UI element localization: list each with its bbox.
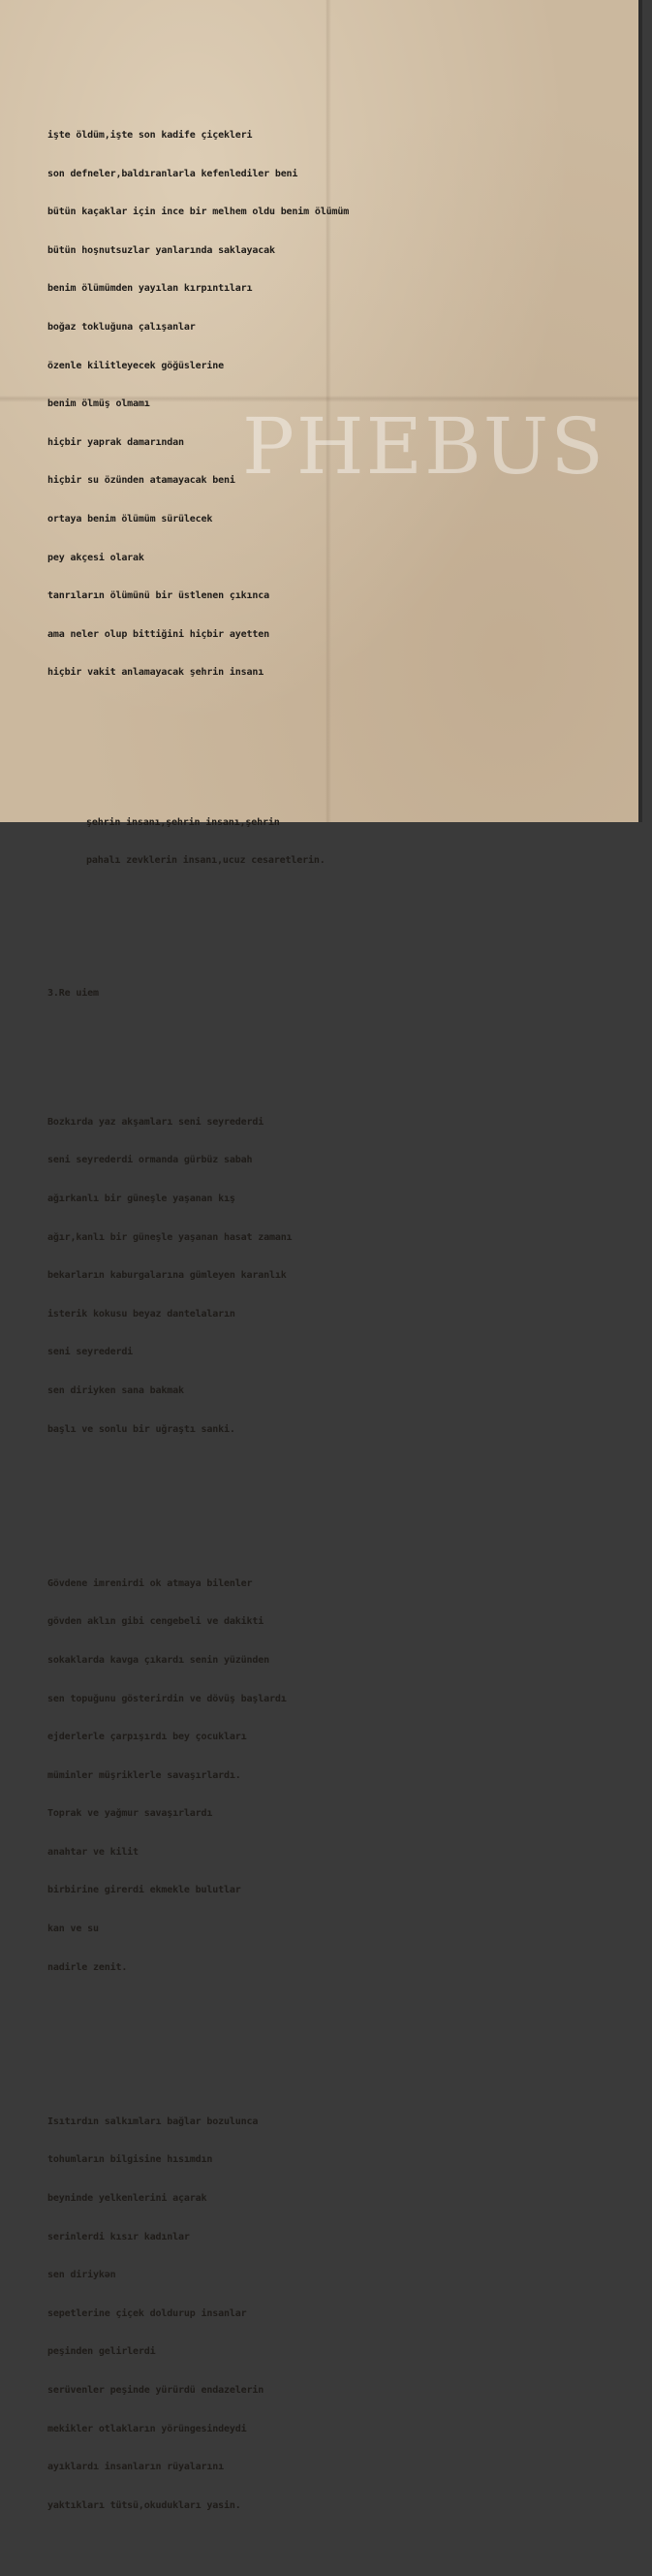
refrain-line: pahalı zevklerin insanı,ucuz cesaretlerin.: [86, 855, 326, 867]
poem-line: seni seyrederdi ormanda gürbüz sabah: [47, 1155, 253, 1166]
poem-line: Toprak ve yağmur savaşırlardı: [47, 1808, 213, 1820]
poem-line: sen topuğunu gösterirdin ve dövüş başlardı: [47, 1693, 287, 1704]
poem-line: başlı ve sonlu bir uğraştı sanki.: [47, 1423, 235, 1435]
poem-line: bekarların kaburgalarına gümleyen karanlık: [47, 1270, 287, 1282]
poem-line: peşinden gelirlerdi: [47, 2346, 156, 2358]
poem-line: sokaklarda kavga çıkardı senin yüzünden: [47, 1654, 269, 1666]
poem-line: nadirle zenit.: [47, 1961, 128, 1973]
poem-line: hiçbir vakit anlamayacak şehrin insanı: [47, 667, 264, 679]
poem-line: benim ölmüş olmamı: [47, 398, 150, 410]
poem-line: isterik kokusu beyaz dantelaların: [47, 1308, 235, 1320]
poem-line: son defneler,baldıranlarla kefenlediler beni: [47, 168, 298, 179]
poem-line: ayıklardı insanların rüyalarını: [47, 2462, 224, 2473]
refrain-line: şehrin insanı,şehrin insanı,şehrin: [86, 816, 280, 828]
stanza-1: [47, 104, 474, 705]
poem-line: Bozkırda yaz akşamları seni seyrederdi: [47, 1116, 264, 1128]
poem-line: ağır,kanlı bir güneşle yaşanan hasat zamanı: [47, 1231, 293, 1243]
poem-line: ortaya benim ölümüm sürülecek: [47, 513, 213, 525]
poem-line: benim ölümümden yayılan kırpıntıları: [47, 283, 253, 295]
poem-line: anahtar ve kilit: [47, 1846, 139, 1858]
poem-line: ama neler olup bittiğini hiçbir ayetten: [47, 628, 269, 640]
poem-line: özenle kilitleyecek göğüslerine: [47, 360, 224, 371]
poem-line: kan ve su: [47, 1924, 99, 1935]
poem-line: serinlerdi kısır kadınlar: [47, 2231, 190, 2242]
poem-line: Gövdene imrenirdi ok atmaya bilenler: [47, 1577, 253, 1589]
refrain: [47, 790, 474, 893]
poem-line: ejderlerle çarpışırdı bey çocukları: [47, 1732, 247, 1743]
poem-line: mekikler otlakların yörüngesindeydi: [47, 2423, 247, 2434]
poem-line: sepetlerine çiçek doldurup insanlar: [47, 2307, 247, 2319]
poem-line: yaktıkları tütsü,okudukları yasin.: [47, 2499, 241, 2511]
poem-line: hiçbir yaprak damarından: [47, 436, 184, 448]
poem-line: tohumların bilgisine hısımdın: [47, 2154, 213, 2166]
poem-line: seni seyrederdi: [47, 1347, 134, 1358]
poem-line: müminler müşriklerle savaşırlardı.: [47, 1769, 241, 1781]
poem-body: [47, 65, 474, 2576]
poem-line: ağırkanlı bir güneşle yaşanan kış: [47, 1193, 235, 1204]
poem-line: Isıtırdın salkımları bağlar bozulunca: [47, 2115, 259, 2127]
stanza-3: [47, 1551, 474, 1999]
poem-line: boğaz tokluğuna çalışanlar: [47, 321, 196, 333]
poem-line: pey akçesi olarak: [47, 552, 144, 563]
stanza-4: [47, 2089, 474, 2537]
section-heading: 3.Re uiem: [47, 987, 99, 999]
poem-line: birbirine girerdi ekmekle bulutlar: [47, 1885, 241, 1896]
stanza-2: [47, 1090, 474, 1461]
poem-line: sen diriyken sana bakmak: [47, 1384, 184, 1396]
poem-line: bütün kaçaklar için ince bir melhem oldu benim ölümüm: [47, 207, 350, 218]
poem-line: bütün hoşnutsuzlar yanlarında saklayacak: [47, 244, 275, 256]
poem-line: işte öldüm,işte son kadife çiçekleri: [47, 130, 253, 142]
poem-line: tanrıların ölümünü bir üstlenen çıkınca: [47, 590, 269, 602]
watermark-logo: PHEBUS: [242, 401, 606, 492]
poem-line: gövden aklın gibi cengebeli ve dakikti: [47, 1616, 264, 1628]
poem-line: hiçbir su özünden atamayacak beni: [47, 475, 235, 487]
poem-line: sen diriykən: [47, 2270, 116, 2281]
poem-line: serüvenler peşinde yürürdü endazelerin: [47, 2385, 264, 2397]
poem-line: beyninde yelkenlerini açarak: [47, 2193, 207, 2205]
